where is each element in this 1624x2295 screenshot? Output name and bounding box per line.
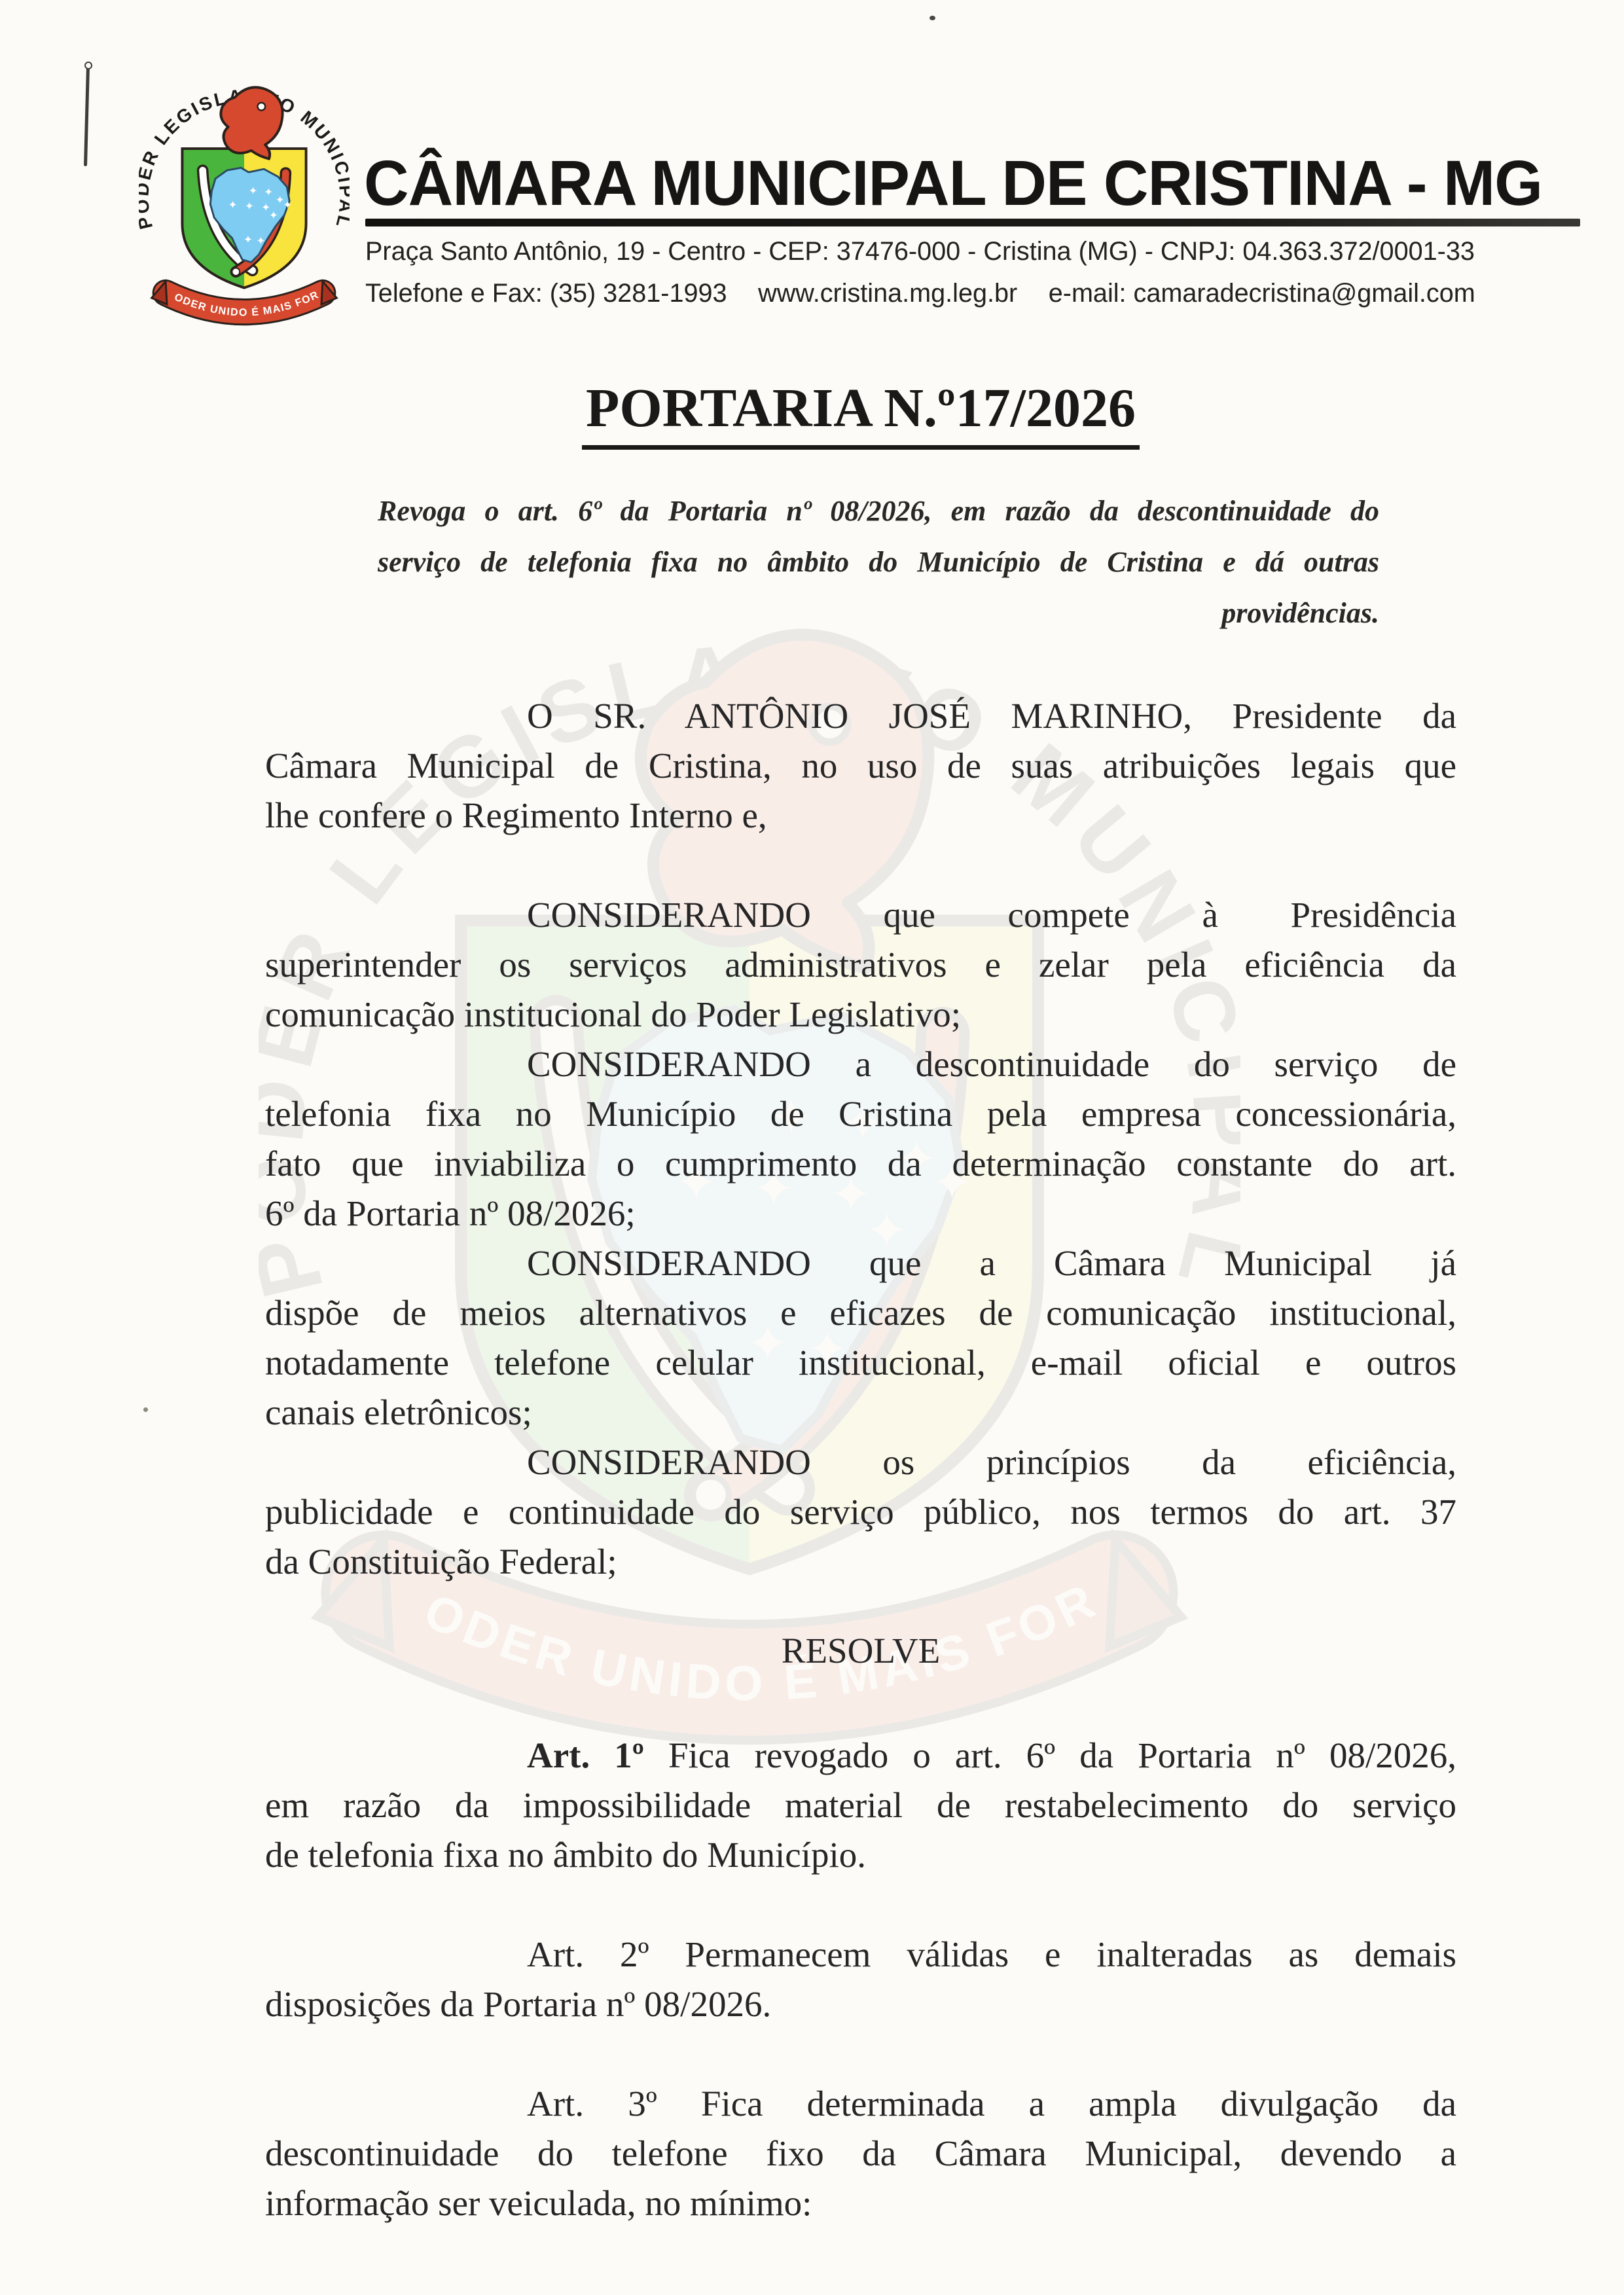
text-line: CONSIDERANDO a descontinuidade do serviço de <box>527 1044 1456 1084</box>
text-line: comunicação institucional do Poder Legislativo; <box>265 994 962 1034</box>
text-line: RESOLVE <box>781 1631 941 1671</box>
text-line: Revoga o art. 6º da Portaria nº 08/2026, em razão da descontinuidade do <box>378 495 1379 527</box>
paragraph-body <box>265 890 1456 1039</box>
text-line: telefonia fixa no Município de Cristina pela empresa concessionária, <box>265 1094 1456 1134</box>
document-body <box>265 376 1456 2228</box>
text-line: serviço de telefonia fixa no âmbito do Município de Cristina e dá outras <box>378 546 1379 578</box>
paragraph-epigraph <box>378 486 1379 639</box>
scan-artifact-dot <box>929 16 935 20</box>
text-line: CONSIDERANDO que a Câmara Municipal já <box>527 1243 1456 1283</box>
text-line: lhe confere o Regimento Interno e, <box>265 795 767 835</box>
text-line <box>265 1731 1456 1780</box>
address-line: Praça Santo Antônio, 19 - Centro - CEP: 37476-000 - Cristina (MG) - CNPJ: 04.363.372/0001-33 <box>365 237 1475 266</box>
text-line: Câmara Municipal de Cristina, no uso de suas atribuições legais que <box>265 746 1456 786</box>
document-title-text: PORTARIA N.º17/2026 <box>582 376 1140 450</box>
website: www.cristina.mg.leg.br <box>758 279 1018 308</box>
paragraph-body <box>265 1238 1456 1437</box>
text-line: O SR. ANTÔNIO JOSÉ MARINHO, Presidente da <box>527 696 1456 736</box>
text-line: fato que inviabiliza o cumprimento da determinação constante do art. <box>265 1144 1456 1184</box>
text-line: da Constituição Federal; <box>265 1542 617 1581</box>
document-title <box>265 376 1456 450</box>
email: e-mail: camaradecristina@gmail.com <box>1048 279 1475 308</box>
paragraph-body <box>265 1437 1456 1587</box>
text-line: descontinuidade do telefone fixo da Câmara Municipal, devendo a <box>265 2133 1456 2173</box>
paragraph-body <box>265 1731 1456 1880</box>
text-line: de telefonia fixa no âmbito do Município. <box>265 1835 866 1875</box>
text-line: informação ser veiculada, no mínimo: <box>265 2183 812 2223</box>
phone-fax: Telefone e Fax: (35) 3281-1993 <box>365 279 727 308</box>
text-line: Art. 3º Fica determinada a ampla divulgação da <box>527 2084 1456 2123</box>
organization-name: CÂMARA MUNICIPAL DE CRISTINA - MG <box>364 147 1543 219</box>
text-segment: Fica revogado o art. 6º da Portaria nº 08/2026, <box>643 1735 1456 1775</box>
text-line: notadamente telefone celular institucional, e-mail oficial e outros <box>265 1343 1456 1382</box>
text-line: canais eletrônicos; <box>265 1392 532 1432</box>
text-line: superintender os serviços administrativos e zelar pela eficiência da <box>265 945 1456 985</box>
text-line: CONSIDERANDO os princípios da eficiência, <box>527 1442 1456 1482</box>
text-line: disposições da Portaria nº 08/2026. <box>265 1984 772 2024</box>
text-line: publicidade e continuidade do serviço público, nos termos do art. 37 <box>265 1492 1456 1532</box>
municipal-coat-of-arms <box>139 73 350 329</box>
paragraph-body <box>265 2079 1456 2228</box>
text-line: CONSIDERANDO que compete à Presidência <box>527 895 1456 935</box>
paragraph-body <box>265 1039 1456 1238</box>
contacts-line <box>365 279 1475 308</box>
article-number: Art. 1º <box>527 1735 644 1775</box>
text-line: 6º da Portaria nº 08/2026; <box>265 1193 636 1233</box>
header-divider <box>365 219 1580 226</box>
text-line: providências. <box>1221 597 1379 629</box>
letterhead <box>0 0 1624 340</box>
paragraph-body <box>265 1930 1456 2029</box>
scan-artifact-dot <box>143 1407 148 1412</box>
document-paragraphs <box>265 486 1456 2228</box>
text-line: dispõe de meios alternativos e eficazes de comunicação institucional, <box>265 1293 1456 1333</box>
paragraph-body <box>265 691 1456 840</box>
paragraph-center <box>265 1626 1456 1676</box>
text-line: Art. 2º Permanecem válidas e inalteradas as demais <box>527 1934 1456 1974</box>
text-line: em razão da impossibilidade material de restabelecimento do serviço <box>265 1785 1456 1825</box>
